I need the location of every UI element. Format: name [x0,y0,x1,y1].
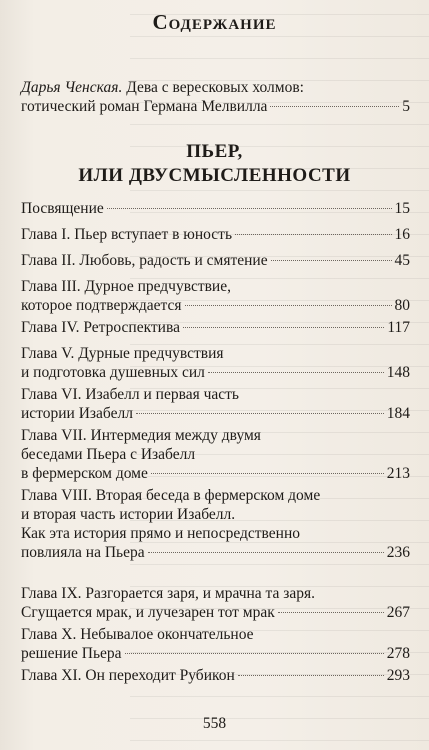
toc-entry-last-line [21,464,410,483]
toc-entry-line: беседами Пьера с Изабелл [21,446,196,463]
page-number: 213 [386,465,410,482]
toc-entry[interactable] [21,277,410,315]
toc-entry-line [21,78,410,97]
page-number: 184 [386,405,410,422]
dot-leader [151,473,384,474]
toc-entry-line: Глава V. Дурные предчувствия [21,345,224,362]
toc-entry-text: Глава XI. Он переходит Рубикон [21,667,235,684]
page-number: 267 [386,604,410,621]
toc-entry-line: Глава III. Дурное предчувствие, [21,278,231,295]
toc-entry-line: Глава VIII. Вторая беседа в фермерском доме [21,487,321,504]
toc-entry-last-line [21,318,410,337]
dot-leader [278,612,384,613]
dot-leader [271,260,392,261]
toc-entry-text: решение Пьера [21,645,122,662]
page-number: 293 [386,667,410,684]
page-number: 15 [394,200,410,217]
dot-leader [185,305,392,306]
toc-entry-last-line [21,363,410,382]
dot-leader [136,413,384,414]
toc-entry-text: которое подтверждается [21,297,182,314]
intro-title-part1: Дева с вересковых холмов: [122,79,304,96]
toc-entry[interactable] [21,344,410,382]
toc-entry[interactable] [21,199,410,218]
toc-entry[interactable] [21,426,410,483]
toc-entry[interactable] [21,251,410,270]
page-number: 278 [386,645,410,662]
toc-entry-last-line [21,199,410,218]
toc-entry-last-line [21,666,410,685]
dot-leader [238,675,384,676]
toc-entry-intro[interactable] [21,78,410,116]
page-number: 80 [394,297,410,314]
toc-entry-last-line [21,97,410,116]
intro-title-part2: готический роман Германа Мелвилла [21,98,268,115]
contents-heading: Содержание [152,10,277,34]
dot-leader [208,372,384,373]
dot-leader [183,327,384,328]
toc-entry-last-line [21,225,410,244]
dot-leader [235,234,391,235]
toc-entry-last-line [21,251,410,270]
toc-entry[interactable] [21,584,410,622]
toc-entry[interactable] [21,486,410,562]
book-title [0,140,429,188]
toc-entry-last-line [21,603,410,622]
toc-entry-last-line [21,404,410,423]
toc-entry-last-line [21,296,410,315]
toc-entry-line: Глава VI. Изабелл и первая часть [21,386,239,403]
toc-entry-line: Как эта история прямо и непосредственно [21,525,301,542]
page-number: 236 [386,544,410,561]
toc-entry-line: Глава X. Небывалое окончательное [21,626,254,643]
intro-author: Дарья Ченская. [21,79,123,96]
page-number: 148 [386,364,410,381]
dot-leader [270,106,399,107]
page-number: 45 [394,252,410,269]
toc-entry-text: в фермерском доме [21,465,148,482]
toc-entry-last-line [21,543,410,562]
toc-entry-line: Глава IX. Разгорается заря, и мрачна та заря. [21,585,316,602]
toc-entry-text: Глава II. Любовь, радость и смятение [21,252,268,269]
toc-entry-text: повлияла на Пьера [21,544,145,561]
page-number: 16 [394,226,410,243]
book-title-line1: ПЬЕР, [186,141,243,162]
toc-entry[interactable] [21,225,410,244]
toc-entry[interactable] [21,385,410,423]
page-number: 117 [387,319,410,336]
toc-entry-text: и подготовка душевных сил [21,364,205,381]
toc-entry-last-line [21,644,410,663]
dot-leader [148,552,384,553]
page-folio: 558 [202,715,227,732]
book-title-line2: ИЛИ ДВУСМЫСЛЕННОСТИ [78,165,351,186]
toc-entry-text: Глава IV. Ретроспектива [21,319,180,336]
dot-leader [125,653,384,654]
toc-entry-text: Глава I. Пьер вступает в юность [21,226,233,243]
toc-entry-text: истории Изабелл [21,405,133,422]
toc-entry-line: и вторая часть истории Изабелл. [21,506,236,523]
page-number: 5 [402,98,410,115]
toc-entry-text: Посвящение [21,200,104,217]
toc-entry-line: Глава VII. Интермедия между двумя [21,427,261,444]
toc-entry-text: Сгущается мрак, и лучезарен тот мрак [21,604,275,621]
toc-entry[interactable] [21,625,410,663]
toc-entry[interactable] [21,318,410,337]
toc-entry[interactable] [21,666,410,685]
dot-leader [107,208,392,209]
